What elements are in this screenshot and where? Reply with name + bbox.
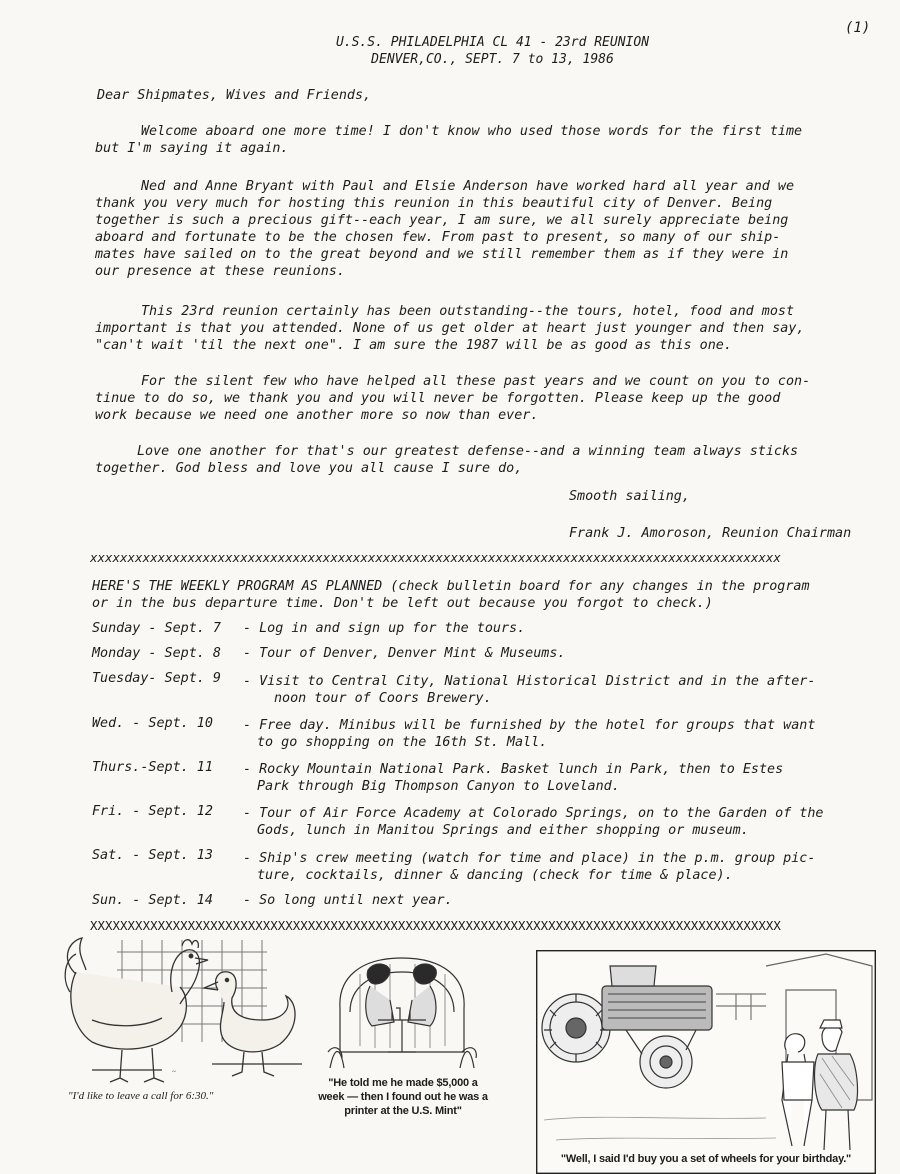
caption-line: printer at the U.S. Mint" — [344, 1105, 462, 1117]
paragraph-line: Love one another for that's our greatest defense--and a winning team always sticks — [137, 444, 799, 459]
schedule-text: - Tour of Denver, Denver Mint & Museums. — [243, 646, 566, 661]
paragraph-line: our presence at these reunions. — [95, 264, 345, 279]
paragraph-line: but I'm saying it again. — [95, 141, 289, 156]
paragraph-line: work because we need one another more so now than ever. — [95, 408, 539, 423]
schedule-text: - So long until next year. — [243, 893, 453, 908]
schedule-text: - Rocky Mountain National Park. Basket lunch in Park, then to Estes — [243, 762, 784, 777]
paragraph-line: aboard and fortunate to be the chosen few. From past to present, so many of our ship- — [95, 230, 781, 245]
closing: Smooth sailing, — [569, 489, 690, 504]
paragraph-line: thank you very much for hosting this reunion in this beautiful city of Denver. Being — [95, 196, 773, 211]
schedule-day: Wed. - Sept. 10 — [92, 716, 213, 731]
middle-cartoon-caption — [318, 1076, 488, 1118]
paragraph-line: tinue to do so, we thank you and you will never be forgotten. Please keep up the good — [95, 391, 781, 406]
schedule-text: - Log in and sign up for the tours. — [243, 621, 526, 636]
schedule-text: - Visit to Central City, National Historical District and in the after- — [243, 674, 816, 689]
schedule-day: Tuesday- Sept. 9 — [92, 671, 221, 686]
signature: Frank J. Amoroson, Reunion Chairman — [569, 526, 852, 541]
schedule-text: to go shopping on the 16th St. Mall. — [257, 735, 548, 750]
artist-signature: ~ — [172, 1068, 176, 1076]
header-title: U.S.S. PHILADELPHIA CL 41 - 23rd REUNION — [335, 35, 650, 50]
schedule-text: Gods, lunch in Manitou Springs and either shopping or museum. — [257, 823, 749, 838]
paragraph-line: together is such a precious gift--each year, I am sure, we all surely appreciate being — [95, 213, 789, 228]
program-heading: HERE'S THE WEEKLY PROGRAM AS PLANNED (check bulletin board for any changes in the program — [92, 579, 810, 594]
separator-line: XXXXXXXXXXXXXXXXXXXXXXXXXXXXXXXXXXXXXXXXXXXXXXXXXXXXXXXXXXXXXXXXXXXXXXXXXXXXXXXXXXXXXXXXXXXX — [90, 918, 781, 933]
schedule-day: Sat. - Sept. 13 — [92, 848, 213, 863]
cafe-women-cartoon — [320, 948, 485, 1072]
header-dates: DENVER,CO., SEPT. 7 to 13, 1986 — [371, 52, 614, 67]
schedule-text: - Free day. Minibus will be furnished by the hotel for groups that want — [243, 718, 816, 733]
tractor-cartoon — [536, 950, 876, 1174]
page-number: (1) — [845, 20, 871, 36]
program-heading: or in the bus departure time. Don't be left out because you forgot to check.) — [92, 596, 713, 611]
schedule-day: Sun. - Sept. 14 — [92, 893, 213, 908]
schedule-text: noon tour of Coors Brewery. — [274, 691, 492, 706]
paragraph-line: This 23rd reunion certainly has been outstanding--the tours, hotel, food and most — [141, 304, 795, 319]
schedule-day: Monday - Sept. 8 — [92, 646, 221, 661]
left-cartoon-caption: "I'd like to leave a call for 6:30." — [68, 1090, 214, 1102]
right-cartoon-caption: "Well, I said I'd buy you a set of wheels for your birthday." — [560, 1153, 852, 1165]
rooster-duck-cartoon — [62, 932, 317, 1084]
schedule-day: Sunday - Sept. 7 — [92, 621, 221, 636]
paragraph-line: For the silent few who have helped all these past years and we count on you to con- — [141, 374, 811, 389]
paragraph-line: Welcome aboard one more time! I don't know who used those words for the first time — [141, 124, 803, 139]
schedule-text: - Tour of Air Force Academy at Colorado Springs, on to the Garden of the — [243, 806, 824, 821]
caption-line: "He told me he made $5,000 a — [328, 1077, 478, 1089]
schedule-day: Fri. - Sept. 12 — [92, 804, 213, 819]
paragraph-line: Ned and Anne Bryant with Paul and Elsie Anderson have worked hard all year and we — [141, 179, 795, 194]
paragraph-line: together. God bless and love you all cause I sure do, — [95, 461, 523, 476]
schedule-day: Thurs.-Sept. 11 — [92, 760, 213, 775]
salutation: Dear Shipmates, Wives and Friends, — [97, 88, 372, 103]
paragraph-line: "can't wait 'til the next one". I am sure the 1987 will be as good as this one. — [95, 338, 732, 353]
separator-line: xxxxxxxxxxxxxxxxxxxxxxxxxxxxxxxxxxxxxxxxxxxxxxxxxxxxxxxxxxxxxxxxxxxxxxxxxxxxxxxxxxxxxxxxxxxx — [90, 550, 781, 565]
schedule-text: - Ship's crew meeting (watch for time and place) in the p.m. group pic- — [243, 851, 816, 866]
paragraph-line: important is that you attended. None of us get older at heart just younger and then say, — [95, 321, 805, 336]
caption-line: week — then I found out he was a — [318, 1091, 488, 1103]
schedule-text: Park through Big Thompson Canyon to Loveland. — [257, 779, 620, 794]
paragraph-line: mates have sailed on to the great beyond and we still remember them as if they were in — [95, 247, 789, 262]
schedule-text: ture, cocktails, dinner & dancing (check for time & place). — [257, 868, 733, 883]
